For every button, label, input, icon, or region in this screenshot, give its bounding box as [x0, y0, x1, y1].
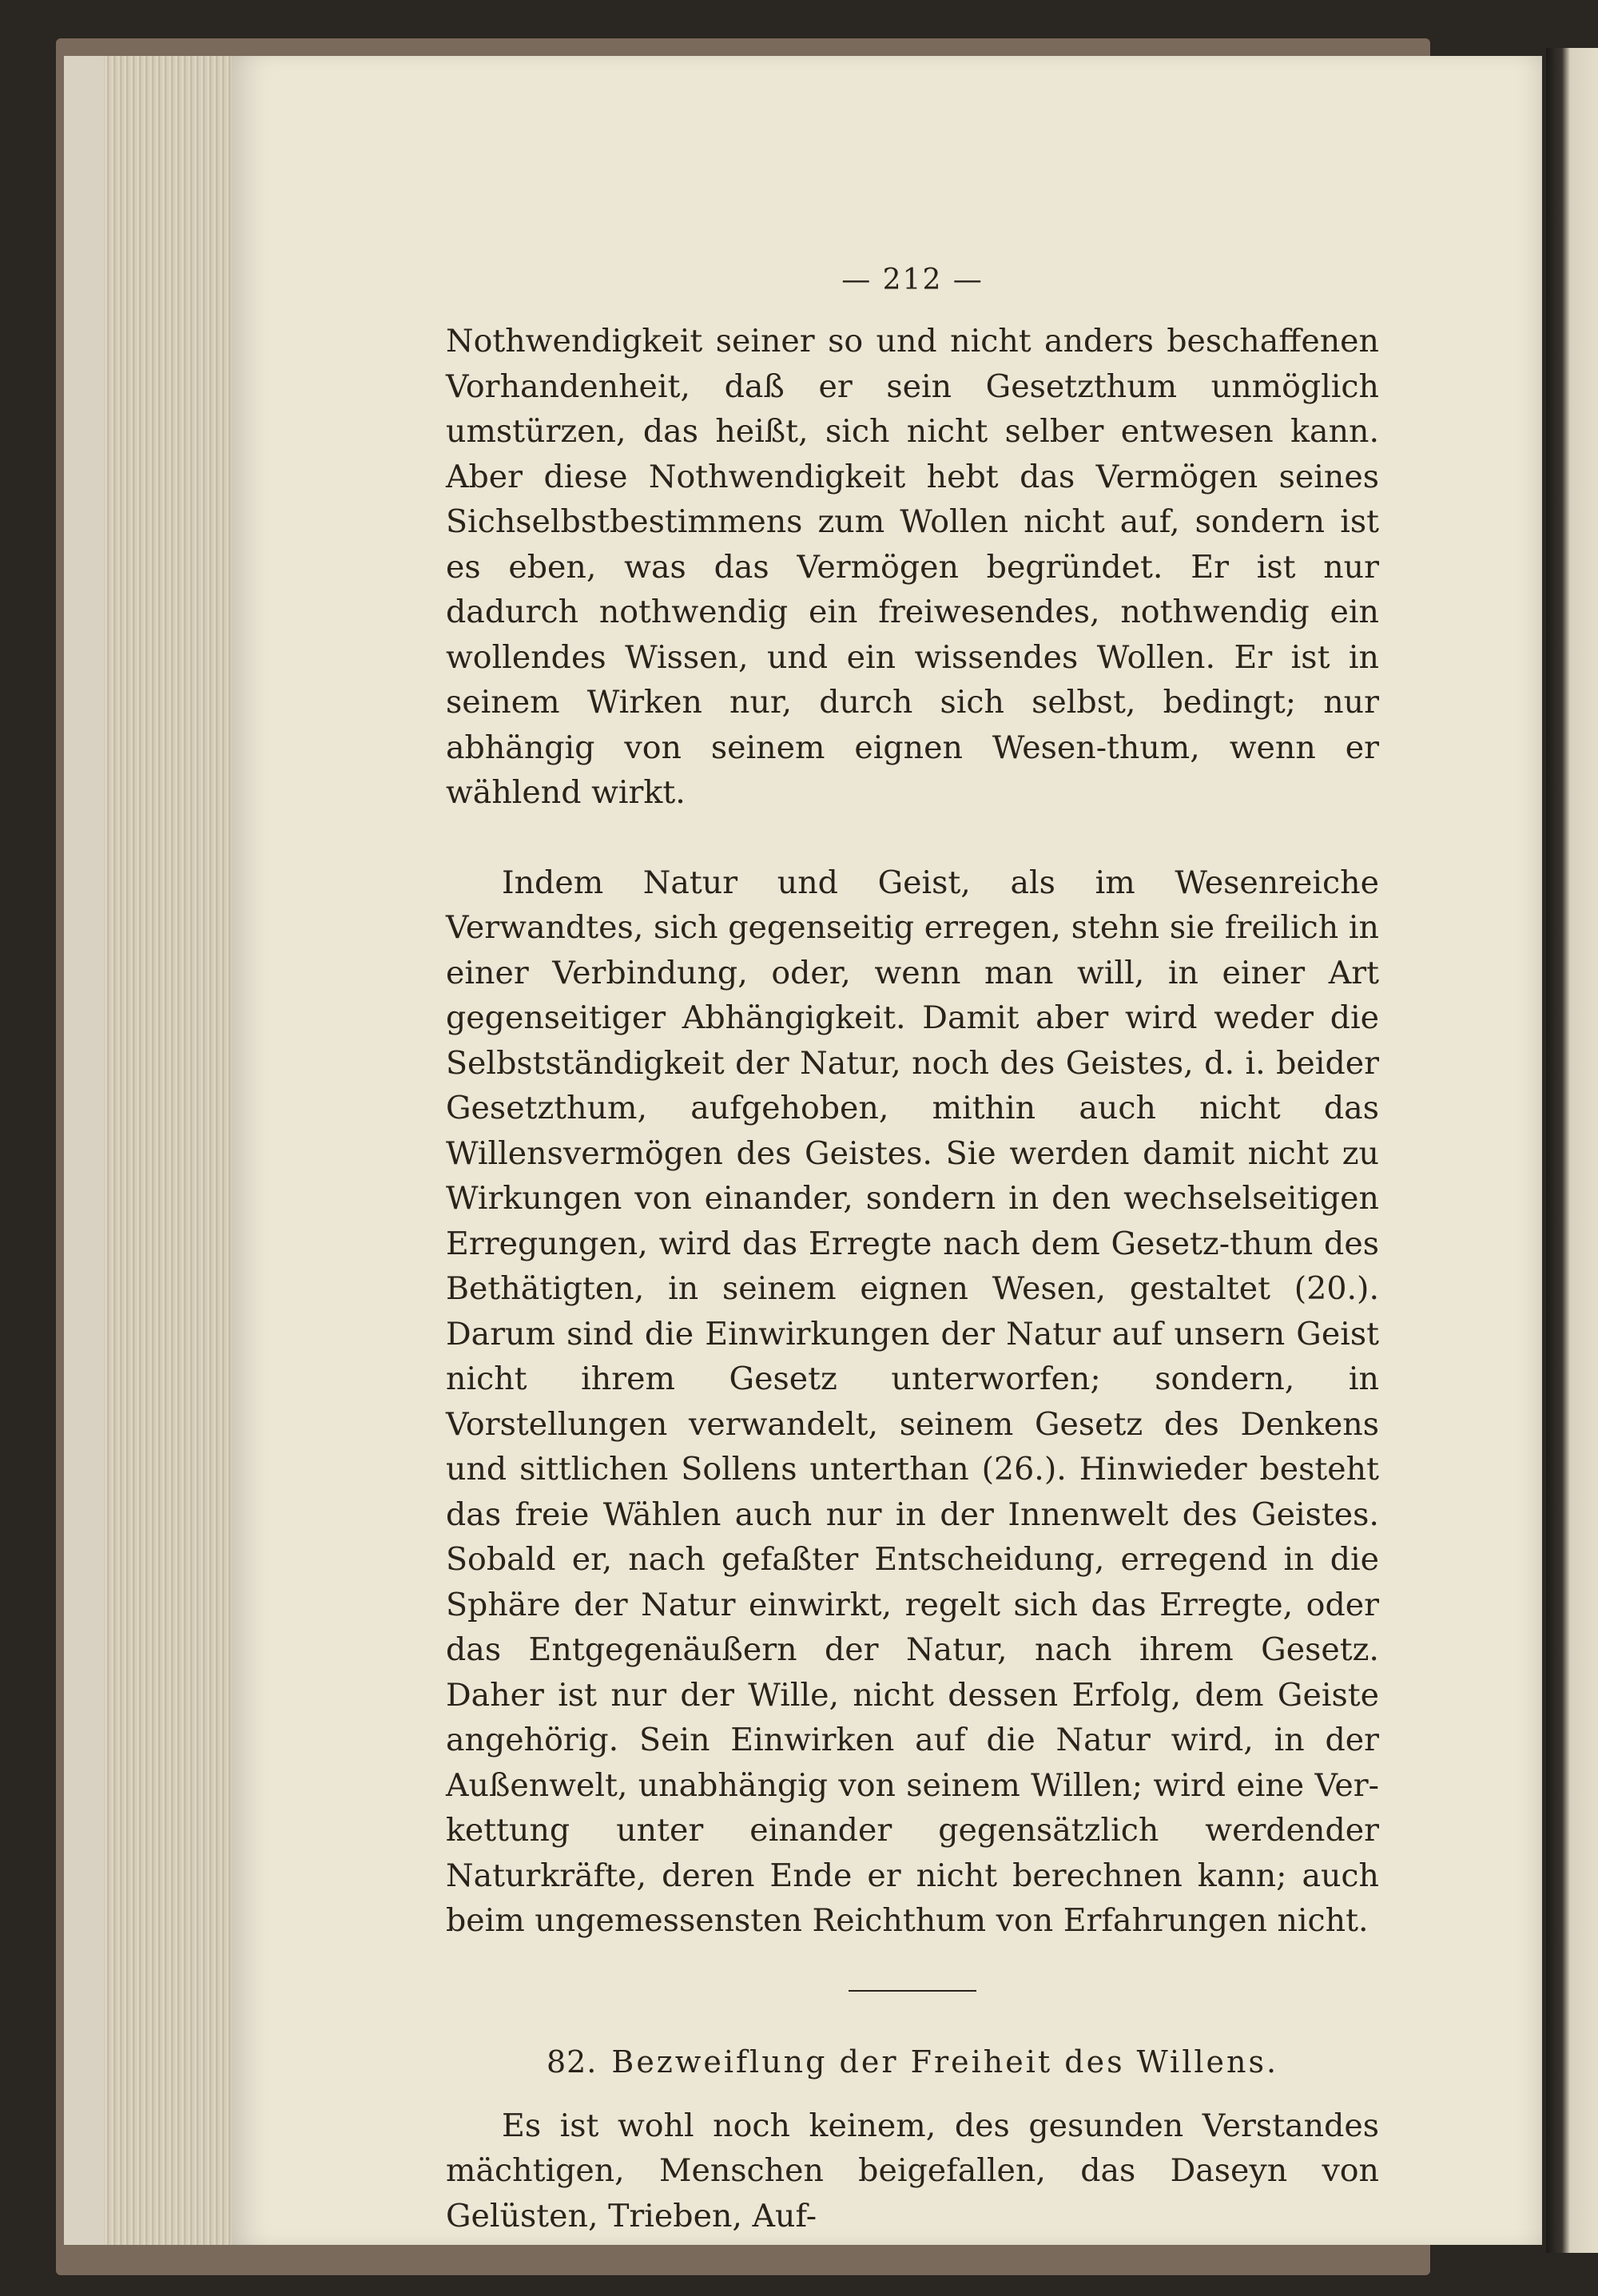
paragraph-gap [446, 816, 1379, 860]
page-number: — 212 — [841, 264, 984, 296]
section-divider [849, 1990, 976, 1992]
paragraph-natur-geist: Indem Natur und Geist, als im Wesenreiche Verwandtes, sich gegenseitig erregen, stehn sie freilich in einer Verbindung, oder, wenn man will, in einer Art gegenseitiger Abhängigkeit. Damit aber wird weder die Selbstständigkeit der Natur, noch des Geistes, d. i. beider Gesetzthum, aufgehoben, mithin auch nicht das Willensvermögen des Geistes. Sie werden damit nicht zu Wirkungen von einander, sondern in den wechselseitigen Erregungen, wird das Erregte nach dem Gesetz-thum des Bethätigten, in seinem eignen Wesen, gestaltet (20.). Darum sind die Einwirkungen der Natur auf unsern Geist nicht ihrem Gesetz unterworfen; sondern, in Vorstellungen verwandelt, seinem Gesetz des Denkens und sittlichen Sollens unterthan (26.). Hinwieder besteht das freie Wählen auch nur in der Innenwelt des Geistes. Sobald er, nach gefaßter Entscheidung, erregend in die Sphäre der Natur einwirkt, regelt sich das Erregte, oder das Entgegenäußern der Natur, nach ihrem Gesetz. Daher ist nur der Wille, nicht dessen Erfolg, dem Geiste angehörig. Sein Einwirken auf die Natur wird, in der Außenwelt, unabhängig von seinem Willen; wird eine Ver-kettung unter einander gegensätzlich werdender Naturkräfte, deren Ende er nicht berechnen kann; auch beim ungemessensten Reichthum von Erfahrungen nicht. [446, 864, 1379, 1939]
page-edges [104, 56, 240, 2245]
section-number: 82. [546, 2044, 598, 2080]
facing-page-edge [1546, 48, 1598, 2253]
paragraph-continuation: Nothwendigkeit seiner so und nicht anders beschaffenen Vorhandenheit, daß er sein Gesetzthum unmöglich umstürzen, das heißt, sich nicht selber entwesen kann. Aber diese Nothwendigkeit hebt das Vermögen seines Sichselbstbestimmens zum Wollen nicht auf, sondern ist es eben, was das Vermögen begründet. Er ist nur dadurch nothwendig ein freiwesendes, nothwendig ein wollendes Wissen, und ein wissendes Wollen. Er ist in seinem Wirken nur, durch sich selbst, bedingt; nur abhängig von seinem eignen Wesen-thum, wenn er wählend wirkt. [446, 323, 1379, 811]
section-heading [446, 2044, 1379, 2080]
paragraph-section-start: Es ist wohl noch keinem, des gesunden Verstandes mächtigen, Menschen beigefallen, das Daseyn von Gelüsten, Trieben, Auf- [446, 2107, 1379, 2234]
section-title: Bezweiflung der Freiheit des Willens. [611, 2044, 1279, 2080]
page-text-block [446, 264, 1379, 2238]
